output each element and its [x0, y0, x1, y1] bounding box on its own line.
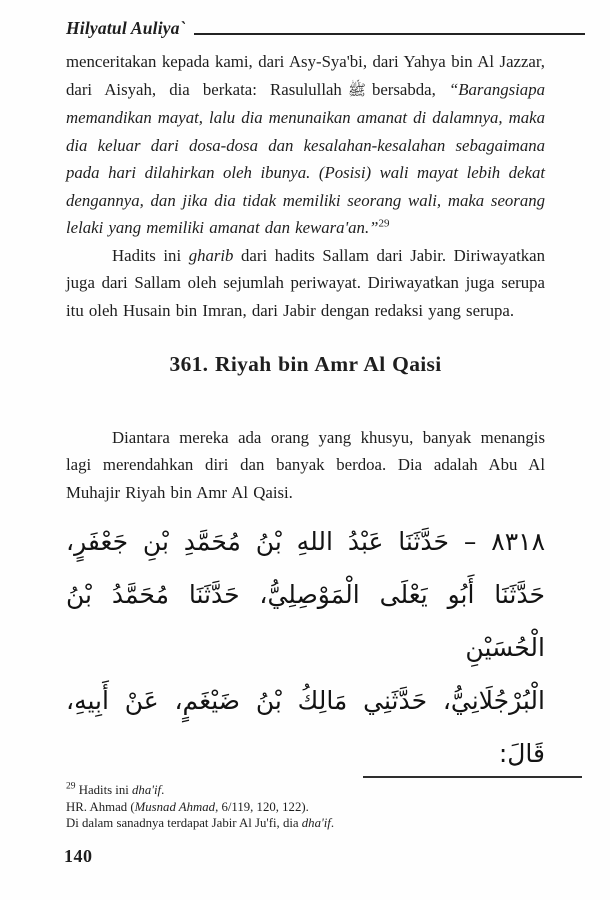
text-column: [66, 48, 545, 780]
running-header: [66, 18, 585, 39]
footnote-separator-rule: [363, 776, 582, 778]
said-word: bersabda,: [371, 79, 449, 99]
paragraph-biography-intro: Diantara mereka ada orang yang khusyu, banyak menangis lagi merendahkan diri dan banyak berdoa. Dia adalah Abu Al Muhajir Riyah bin Amr Al Qaisi.: [66, 427, 545, 502]
footnote-line: [66, 815, 496, 832]
paragraph-hadith-grading: [66, 242, 545, 325]
footnote-line: [66, 799, 496, 816]
footnote-italic-term: dha'if: [132, 783, 162, 797]
arabic-hadith-line: ٨٣١٨ – حَدَّثَنَا عَبْدُ اللهِ بْنُ مُحَمَّدِ بْنِ جَعْفَرٍ،: [66, 527, 545, 556]
footnote-text: , 6/119, 120, 122).: [215, 799, 309, 814]
section-heading: 361. Riyah bin Amr Al Qaisi: [169, 352, 442, 376]
footnote-text: Di dalam sanadnya terdapat Jabir Al Ju'fi, dia: [66, 816, 302, 831]
footnote-text: .: [161, 783, 165, 797]
comment-rest: dari hadits Sallam dari Jabir. Diriwayatkan juga dari Sallam oleh sejumlah periwayat. Diriwayatkan juga serupa itu oleh Husain bin Imran, dari Jabir dengan redaksi yang serupa.: [66, 245, 546, 320]
footnote-text: Hadits ini: [75, 783, 133, 797]
footnotes-block: [66, 782, 496, 832]
paragraph-hadith-narration: [66, 48, 545, 242]
comment-lead: Hadits ini: [112, 245, 189, 265]
header-rule: [194, 33, 585, 35]
footnote-reference-29: 29: [378, 217, 390, 230]
book-title: Hilyatul Auliya`: [66, 18, 186, 38]
footnote-italic-term: dha'if: [301, 816, 331, 831]
footnote-text: .: [330, 816, 335, 831]
footnote-marker: 29: [66, 781, 76, 792]
narration-text: menceritakan kepada kami, dari Asy-Sya'bi, dari Yahya bin Al Jazzar, dari Aisyah, dia berkata: Rasulullah: [66, 52, 545, 99]
comment-term-gharib: gharib: [188, 245, 234, 265]
arabic-hadith-line: حَدَّثَنَا أَبُو يَعْلَى الْمَوْصِلِيُّ، حَدَّثَنَا مُحَمَّدُ بْنُ الْحُسَيْنِ: [66, 580, 545, 662]
page-number: 140: [64, 846, 93, 866]
hadith-quote-text: “Barangsiapa memandikan mayat, lalu dia menunaikan amanat di dalamnya, maka dia keluar dari dosa-dosa dan kesalahan-kesalahan sebagaimana pada hari dilahirkan oleh ibunya. (Posisi) wali mayat lebih dekat dengannya, dan jika dia tidak memiliki seorang wali, maka seorang lelaki yang memiliki amanat dan kewara'an.”: [66, 79, 545, 237]
arabic-hadith-line: الْبُرْجُلَانِيُّ، حَدَّثَنِي مَالِكُ بْنُ ضَيْغَمٍ، عَنْ أَبِيهِ، قَالَ:: [66, 686, 545, 768]
arabic-hadith-block: [66, 515, 545, 780]
pbuh-symbol: ﷺ: [347, 80, 366, 99]
footnote-line: [66, 782, 496, 799]
footnote-text: HR. Ahmad (: [66, 799, 135, 814]
footnote-italic-term: Musnad Ahmad: [134, 799, 216, 814]
